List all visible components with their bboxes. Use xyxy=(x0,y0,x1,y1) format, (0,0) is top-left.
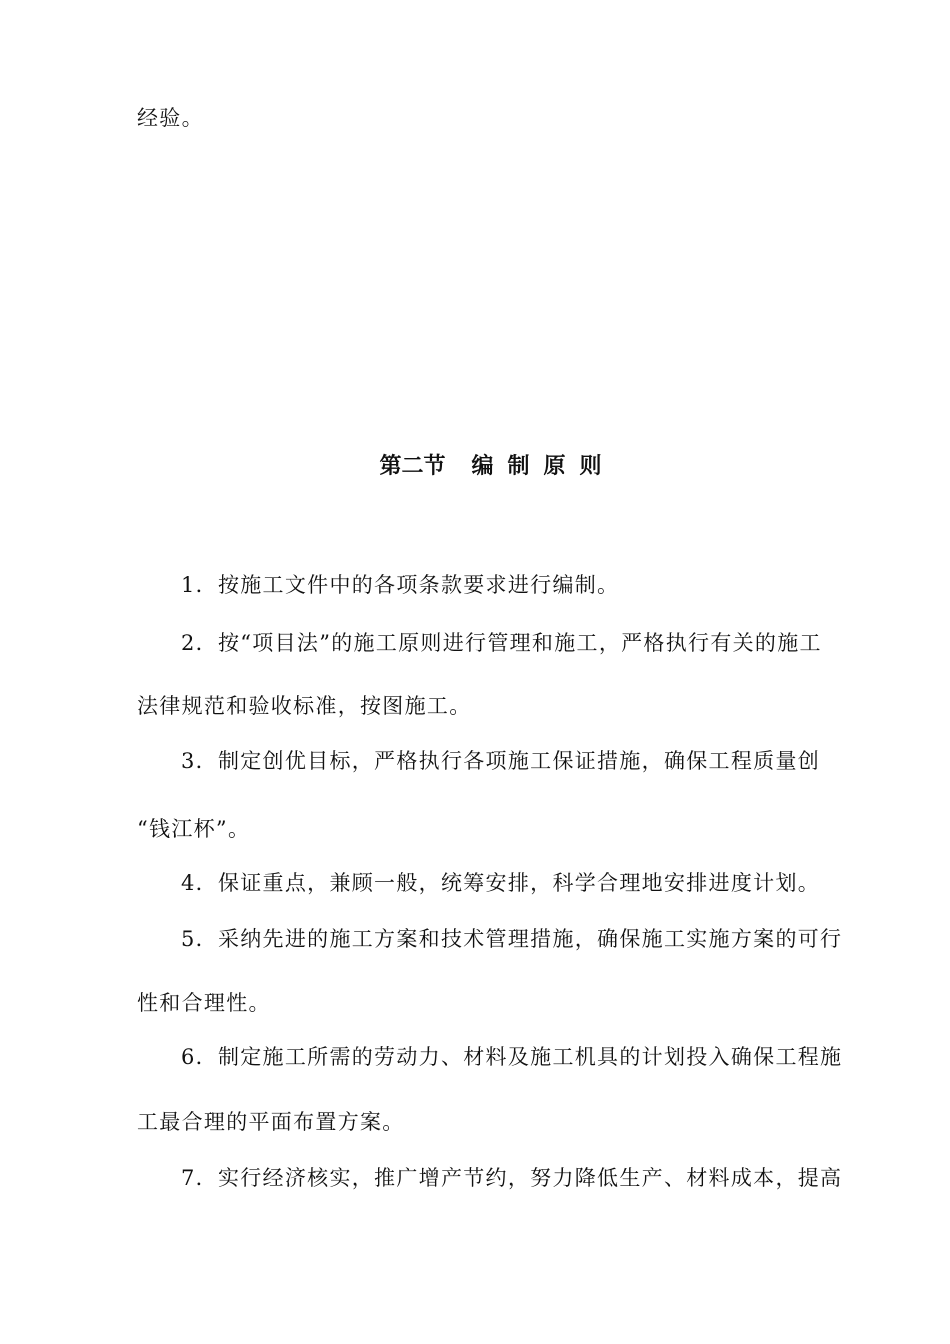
paragraph-line: 性和合理性。 xyxy=(137,991,271,1015)
paragraph-line: 7．实行经济核实，推广增产节约，努力降低生产、材料成本，提高 xyxy=(181,1166,843,1190)
paragraph-line: 5．采纳先进的施工方案和技术管理措施，确保施工实施方案的可行 xyxy=(181,927,843,951)
section-number: 第二节 xyxy=(379,454,446,479)
carry-over-text: 经验。 xyxy=(137,106,204,130)
paragraph-line: 法律规范和验收标准，按图施工。 xyxy=(137,694,472,718)
paragraph-line: 3．制定创优目标，严格执行各项施工保证措施，确保工程质量创 xyxy=(181,749,821,773)
section-heading xyxy=(0,452,950,482)
paragraph-line: “钱江杯”。 xyxy=(137,817,251,841)
section-title: 编制原则 xyxy=(471,454,616,479)
paragraph-line: 4．保证重点，兼顾一般，统筹安排，科学合理地安排进度计划。 xyxy=(181,871,821,895)
paragraph-line: 工最合理的平面布置方案。 xyxy=(137,1110,405,1134)
paragraph-line: 1．按施工文件中的各项条款要求进行编制。 xyxy=(181,573,620,597)
paragraph-line: 6．制定施工所需的劳动力、材料及施工机具的计划投入确保工程施 xyxy=(181,1045,843,1069)
paragraph-line: 2．按“项目法”的施工原则进行管理和施工，严格执行有关的施工 xyxy=(181,631,822,655)
